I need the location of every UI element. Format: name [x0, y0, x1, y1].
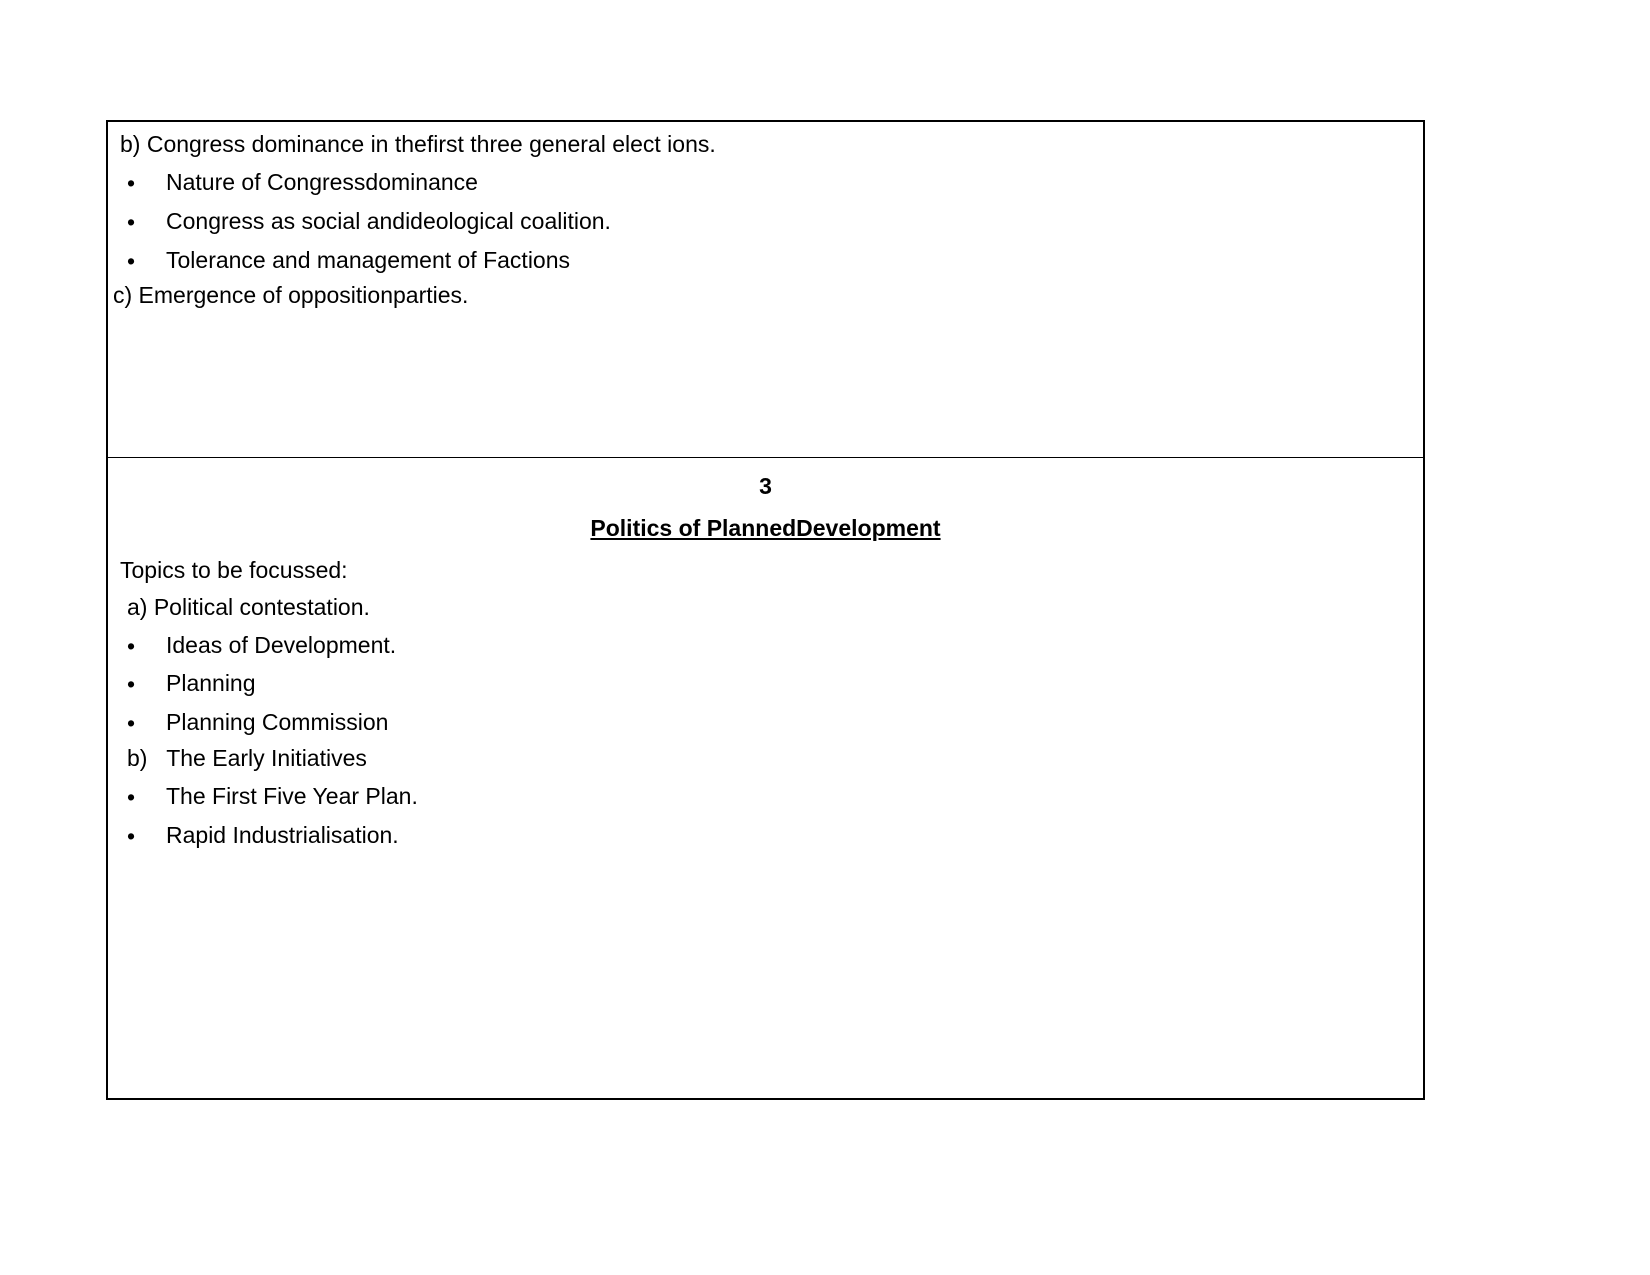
syllabus-table — [106, 120, 1425, 1100]
bullet-icon: • — [127, 170, 136, 196]
bullet-icon: • — [127, 209, 136, 235]
bullet-icon: • — [127, 823, 136, 849]
bullet-icon: • — [127, 671, 136, 697]
unit-number: 3 — [759, 473, 772, 499]
list-item: Rapid Industrialisation. — [166, 822, 399, 848]
bullet-icon: • — [127, 784, 136, 810]
heading-b-early-initiatives: b) The Early Initiatives — [127, 745, 367, 771]
heading-a-political-contestation: a) Political contestation. — [127, 594, 370, 620]
list-item: Tolerance and management of Factions — [166, 247, 571, 273]
heading-c-opposition-parties: c) Emergence of oppositionparties. — [113, 282, 469, 308]
list-item: Ideas of Development. — [166, 632, 397, 658]
bullet-icon: • — [127, 248, 136, 274]
cell-divider — [108, 457, 1423, 458]
bullet-icon: • — [127, 710, 136, 736]
list-item: The First Five Year Plan. — [166, 783, 418, 809]
list-item: Nature of Congressdominance — [166, 169, 478, 195]
list-item: Planning Commission — [166, 709, 389, 735]
list-item: Planning — [166, 670, 256, 696]
list-item: Congress as social andideological coalition. — [166, 208, 611, 234]
bullet-icon: • — [127, 633, 136, 659]
topics-intro: Topics to be focussed: — [120, 557, 348, 583]
unit-title: Politics of PlannedDevelopment — [590, 515, 941, 541]
heading-b-congress-dominance: b) Congress dominance in thefirst three general elect ions. — [120, 131, 716, 157]
